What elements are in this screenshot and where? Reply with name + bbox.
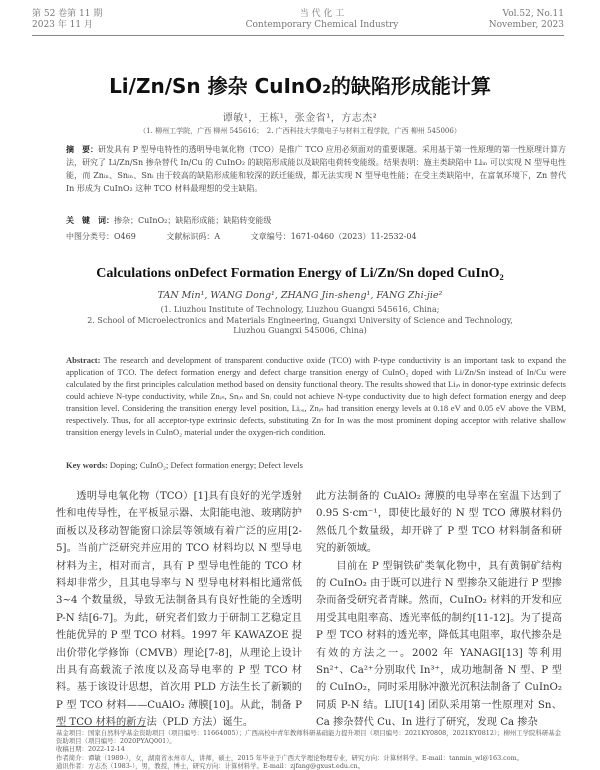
footnote-corresponding: 通讯作者：方志杰（1983-），男，教授，博士，研究方向：计算材料学。E-mail：zjfang@gxust.edu.cn。 [56, 761, 365, 770]
chinese-keywords-text: 掺杂；CuInO₂；缺陷形成能；缺陷转变能级 [114, 216, 272, 225]
chinese-title: Li/Zn/Sn 掺杂 CuInO₂的缺陷形成能计算 [109, 74, 491, 98]
english-affiliation-3: Liuzhou Guangxi 545006, China) [233, 326, 367, 335]
header-left [32, 9, 152, 31]
english-affiliation-2: 2. School of Microelectronics and Materials Engineering, Guangxi University of Science and Technology, [87, 315, 513, 325]
body-paragraph: 目前在 P 型铜铁矿类氧化物中，具有黄铜矿结构的 CuInO₂ 由于既可以进行 N 型掺杂又能进行 P 型掺杂而备受研究者青睐。然而，CuInO₂ 材料的开发和应用受其电阻率高、透光率低的制约[11-12]。为了提高 P 型 TCO 材料的透光率，降低其电阻率，取代掺杂是有效的方法之一。2002 年 YANAGI[13] 等利用 Sn²⁺、Ca²⁺分别取代 In³⁺，成功地制备 N 型、P 型的 CuInO₂，同时采用脉冲激光沉积法制备了 CuInO₂ 同质 P-N 结。LIU[14] 团队采用第一性原理对 Sn、Ca 掺杂替代 Cu、In 进行了研究，发现 Ca 掺杂 [316, 560, 562, 729]
chinese-keywords-label: 关 键 词： [66, 215, 114, 225]
chinese-authors: 谭敏¹，王栋¹，张金省¹，方志杰² [222, 113, 378, 124]
english-abstract [66, 354, 566, 438]
footnotes [56, 729, 566, 770]
document-code: 文献标识码：A [166, 232, 221, 241]
header-date-cn: 2023 年 11 月 [32, 20, 93, 30]
chinese-keywords [66, 215, 566, 226]
header-journal-en: Contemporary Chemical Industry [245, 20, 399, 30]
header-right [454, 9, 564, 31]
header-volume-cn: 第 52 卷第 11 期 [32, 9, 103, 19]
body-paragraph: 此方法制备的 CuAlO₂ 薄膜的电导率在室温下达到了 0.95 S·cm⁻¹，即使比最好的 N 型 TCO 薄膜材料仍然低几个数量级，却开辟了 P 型 TCO 材料制备和研究的新领域。 [316, 491, 562, 555]
footnote-author-bio: 作者简介：谭敏（1989-），女，湖南省永州市人，讲师，硕士，2015 年毕业于广西大学理论物理专业，研究方向：计算材料学。E-mail：tanmin_wl@163.com。 [56, 753, 524, 762]
article-number: 文章编号：1671-0460（2023）11-2532-04 [250, 232, 417, 241]
english-abstract-text: The research and development of transparent conductive oxide (TCO) with P-type conductivity is an important task to expand the application of TCO. The defect formation energy and defect charge transition energy of CuInO₂ doped with Li/Zn/Sn instead of In/Cu were calculated by the first principles calculation method based on density functional theory. The results showed that Liᵢₙ in donor-type extrinsic defects could achieve N-type conductivity, while Znᵢₙ, Snᵢₙ and Snᵢ could not achieve N-type conductivity due to high defect formation energy and deep transition level. Considering the transition energy level position, Liₒᵤ, Znᵢₙ had transition energy levels at 0.18 eV and 0.05 eV above the VBM, respectively. Thus, for all acceptor-type extrinsic defects, substituting Zn for In was the most prominent doping acceptor with relative shallow transition energy levels in CuInO₂ material under the oxygen-rich condition. [66, 355, 566, 437]
chinese-abstract-text: 研发具有 P 型导电特性的透明导电氧化物（TCO）是推广 TCO 应用必须面对的重要课题。采用基于第一性原理的第一性原理计算方法，研究了 Li/Zn/Sn 掺杂替代 In/Cu 的 CuInO₂ 的缺陷形成能以及缺陷电荷转变能级。结果表明：施主类缺陷中 Liᵢₙ 可以实现 N 型导电性能，而 Znᵢₙ、Snᵢₙ、Snᵢ 由于较高的缺陷形成能和较深的跃迁能级，都无法实现 N 型导电性能；在受主类缺陷中，在富氧环境下，Zn 替代 In 形成为 CuInO₂ 这种 TCO 材料最理想的受主缺陷。 [66, 145, 566, 193]
english-affiliation-1: (1. Liuzhou Institute of Technology, Liuzhou Guangxi 545616, China; [160, 305, 440, 314]
english-keywords-label: Key words: [66, 460, 108, 470]
footnote-received: 收稿日期：2022-12-14 [56, 745, 125, 754]
english-abstract-label: Abstract: [66, 355, 101, 365]
chinese-abstract [66, 143, 566, 195]
english-authors: TAN Min¹, WANG Dong¹, ZHANG Jin-sheng¹, FANG Zhi-jie² [157, 290, 443, 301]
chinese-meta [66, 231, 566, 242]
chinese-affiliations: （1. 柳州工学院，广西 柳州 545616； 2. 广西科技大学微电子与材料工程学院，广西 柳州 545006） [139, 127, 461, 135]
header-rule [32, 35, 564, 36]
footnote-rule [56, 726, 146, 727]
body-left-column [56, 488, 302, 732]
english-affiliations [60, 305, 540, 337]
english-keywords-text: Doping; CuInO₂; Defect formation energy; Defect levels [109, 460, 303, 470]
english-title: Calculations onDefect Formation Energy of Li/Zn/Sn doped CuInO₂ [96, 266, 504, 281]
body-paragraph: 透明导电氧化物（TCO）[1]具有良好的光学透射性和电传导性，在平板显示器、太阳能电池、玻璃防护面板以及移动智能窗口涂层等领域有着广泛的应用[2-5]。当前广泛研究并应用的 TCO 材料均以 N 型导电材料为主，相对而言，具有 P 型导电性能的 TCO 材料却非常少，且其电导率与 N 型导电材料相比通常低 3~4 个数量级，导致无法制备具有良好性能的全透明 P-N 结[6-7]。为此，研究者们致力于研制工艺稳定且性能优异的 P 型 TCO 材料。1997 年 KAWAZOE 提出价带化学修饰（CMVB）理论[7-8]，从理论上设计出具有高载流子浓度以及高导电率的 P 型 TCO 材料。基于该设计思想，首次用 PLD 方法生长了新颖的 P 型 TCO 材料——CuAlO₂ 薄膜[10]。从此，制备 P 型 TCO 材料的新方法（PLD 方法）诞生。 [56, 491, 302, 729]
clc-number: 中图分类号：O469 [66, 232, 136, 241]
english-keywords [66, 460, 566, 470]
header-journal-cn: 当 代 化 工 [299, 9, 345, 19]
body-right-column [316, 488, 562, 732]
header-date-en: November, 2023 [488, 20, 564, 30]
footnote-funding: 基金项目：国家自然科学基金资助项目（项目编号：11664005）；广西高校中青年教师科研基础能力提升项目（项目编号：2021KY0808，2021KY0812）；柳州工学院科研基金资助项目（项目编号：2020PYAQ001）。 [56, 729, 562, 746]
header-volume-en: Vol.52, No.11 [502, 9, 564, 19]
header-center [222, 9, 422, 31]
page-header [32, 9, 564, 35]
chinese-abstract-label: 摘 要： [66, 144, 99, 154]
